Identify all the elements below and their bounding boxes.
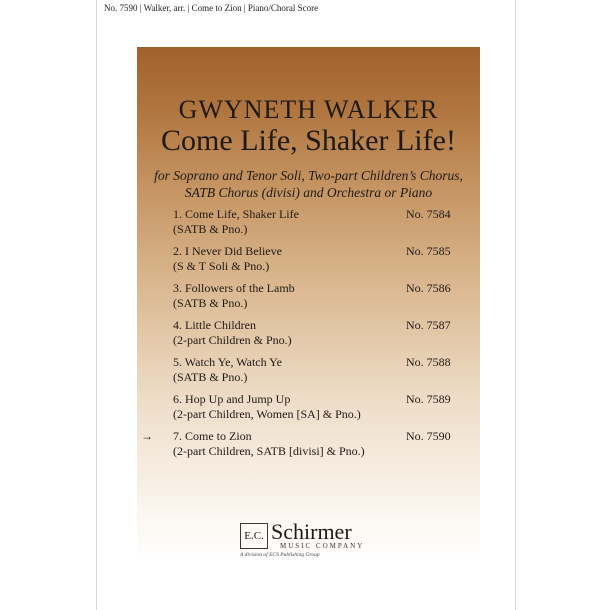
item-voicing: (2-part Children, SATB [divisi] & Pno.) — [173, 444, 365, 458]
publisher-monogram: E.C. — [240, 523, 268, 549]
contents-item — [157, 281, 467, 318]
contents-item — [157, 355, 467, 392]
item-voicing: (SATB & Pno.) — [173, 222, 248, 236]
item-title: 4. Little Children — [173, 318, 256, 332]
composer-name: GWYNETH WALKER — [178, 95, 439, 124]
item-voicing: (S & T Soli & Pno.) — [173, 259, 270, 273]
item-title: 7. Come to Zion — [173, 429, 252, 443]
publisher-company: MUSIC COMPANY — [280, 542, 365, 550]
publisher-tagline: A division of ECS Publishing Group — [240, 552, 320, 558]
current-item-arrow-icon: → — [141, 429, 153, 443]
contents-item — [157, 207, 467, 244]
item-number: No. 7590 — [406, 429, 451, 443]
item-number: No. 7585 — [406, 244, 451, 258]
contents-item-current — [141, 429, 467, 466]
item-voicing: (SATB & Pno.) — [173, 296, 248, 310]
item-voicing: (2-part Children & Pno.) — [173, 333, 292, 347]
subtitle-line-1: for Soprano and Tenor Soli, Two-part Children’s Chorus, — [154, 168, 463, 183]
contents-item — [157, 244, 467, 281]
item-title: 5. Watch Ye, Watch Ye — [173, 355, 282, 369]
work-subtitle — [137, 167, 480, 201]
item-number: No. 7588 — [406, 355, 451, 369]
item-number: No. 7589 — [406, 392, 451, 406]
item-voicing: (SATB & Pno.) — [173, 370, 248, 384]
item-title: 1. Come Life, Shaker Life — [173, 207, 299, 221]
contents-item — [157, 318, 467, 355]
item-title: 6. Hop Up and Jump Up — [173, 392, 291, 406]
publisher-logo — [240, 521, 380, 561]
item-number: No. 7587 — [406, 318, 451, 332]
work-title: Come Life, Shaker Life! — [161, 124, 456, 157]
catalog-header: No. 7590 | Walker, arr. | Come to Zion | Piano/Choral Score — [104, 3, 319, 13]
contents-list — [141, 207, 467, 466]
contents-item — [157, 392, 467, 429]
item-voicing: (2-part Children, Women [SA] & Pno.) — [173, 407, 361, 421]
item-number: No. 7586 — [406, 281, 451, 295]
cover-panel — [137, 47, 480, 563]
item-title: 3. Followers of the Lamb — [173, 281, 295, 295]
item-title: 2. I Never Did Believe — [173, 244, 282, 258]
publisher-name: Schirmer — [271, 519, 352, 544]
item-number: No. 7584 — [406, 207, 451, 221]
subtitle-line-2: SATB Chorus (divisi) and Orchestra or Piano — [184, 185, 433, 200]
